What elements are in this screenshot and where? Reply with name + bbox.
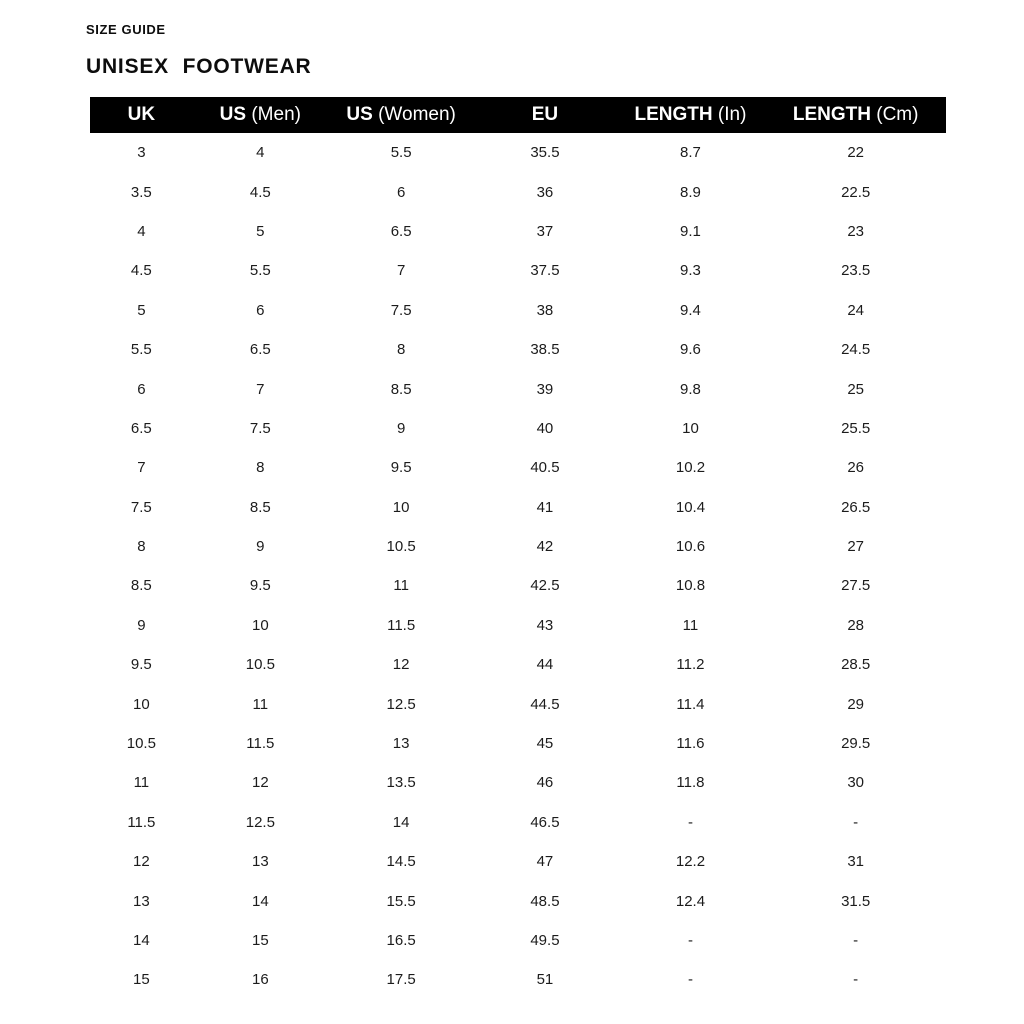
table-cell: 9 (256, 538, 265, 556)
table-cell: 38.5 (530, 341, 560, 359)
table-cell: 44 (536, 656, 554, 674)
table-row (90, 409, 946, 448)
table-cell: 10.5 (126, 735, 156, 753)
table-row (90, 606, 946, 645)
page-title: UNISEX FOOTWEAR (86, 55, 312, 78)
table-row (90, 369, 946, 408)
table-row (90, 645, 946, 684)
table-cell: - (853, 971, 859, 989)
table-cell: 10 (251, 616, 269, 634)
table-cell: 43 (536, 616, 554, 634)
table-cell: 6 (396, 183, 406, 201)
table-row (90, 960, 946, 999)
column-header: US (Men) (219, 104, 301, 125)
size-guide-label: SIZE GUIDE (86, 22, 166, 37)
table-cell: 4 (137, 222, 146, 240)
table-cell: 7.5 (130, 498, 152, 516)
table-cell: 11.5 (387, 616, 416, 634)
table-cell: 7 (256, 380, 265, 398)
table-header-row (90, 97, 946, 133)
table-row (90, 527, 946, 566)
table-cell: 37.5 (530, 262, 560, 280)
table-cell: 46 (536, 774, 554, 792)
table-cell: 31 (847, 853, 865, 871)
table-cell: 30 (847, 774, 865, 792)
table-cell: 16 (251, 971, 269, 989)
table-cell: 9.5 (390, 459, 412, 477)
table-cell: 42.5 (530, 577, 560, 595)
table-cell: 22 (847, 144, 865, 162)
table-cell: 8.5 (390, 380, 412, 398)
table-cell: 10 (133, 695, 150, 713)
table-cell: 7.5 (390, 301, 412, 319)
table-cell: 29.5 (841, 735, 871, 753)
table-row (90, 172, 946, 211)
table-cell: 5.5 (249, 262, 271, 280)
table-row (90, 133, 946, 172)
table-cell: 5.5 (390, 144, 412, 162)
table-cell: 9.5 (130, 656, 152, 674)
size-table (90, 97, 946, 1000)
table-row (90, 763, 946, 802)
table-cell: 7 (137, 459, 146, 477)
table-cell: 27.5 (841, 577, 871, 595)
table-row (90, 724, 946, 763)
table-cell: 24 (847, 301, 865, 319)
table-cell: 11.5 (246, 735, 275, 753)
table-cell: 38 (536, 301, 554, 319)
table-cell: 45 (536, 735, 554, 753)
table-cell: 12.5 (245, 813, 275, 831)
table-cell: 10 (392, 498, 410, 516)
table-cell: 6 (137, 380, 146, 398)
table-cell: 11.2 (676, 656, 705, 674)
table-cell: 36 (536, 183, 554, 201)
table-row (90, 330, 946, 369)
table-cell: 40.5 (530, 459, 560, 477)
table-row (90, 842, 946, 881)
table-cell: 25 (847, 380, 865, 398)
table-cell: 10.2 (675, 459, 706, 477)
column-header: LENGTH (Cm) (792, 104, 919, 125)
table-cell: 8.7 (680, 144, 701, 162)
table-cell: 28.5 (841, 656, 871, 674)
table-cell: 40 (536, 419, 554, 437)
table-cell: 14 (133, 932, 150, 949)
table-cell: 17.5 (386, 971, 416, 989)
table-cell: 6.5 (249, 341, 271, 359)
table-cell: 22.5 (841, 183, 871, 201)
table-cell: 4.5 (130, 262, 152, 280)
table-cell: 6.5 (130, 419, 152, 437)
table-cell: 12 (392, 656, 410, 674)
table-cell: - (687, 932, 693, 949)
table-cell: 8 (256, 459, 265, 477)
table-cell: 12.4 (675, 892, 706, 910)
table-cell: 31.5 (841, 892, 871, 910)
table-cell: 47 (536, 853, 554, 871)
table-cell: 41 (536, 498, 554, 516)
table-cell: 5.5 (130, 341, 152, 359)
table-cell: 9 (396, 419, 406, 437)
table-cell: 13 (251, 853, 269, 871)
column-header: US (Women) (346, 104, 456, 125)
table-cell: 24.5 (841, 341, 871, 359)
table-row (90, 212, 946, 251)
table-cell: 49.5 (530, 932, 560, 949)
table-row (90, 291, 946, 330)
table-cell: 10.5 (386, 538, 416, 556)
table-cell: - (853, 813, 859, 831)
table-cell: 28 (847, 616, 865, 634)
table-cell: 11.6 (676, 735, 705, 753)
table-row (90, 921, 946, 960)
table-cell: 13.5 (386, 774, 416, 792)
table-cell: 8 (396, 341, 406, 359)
table-row (90, 881, 946, 920)
table-cell: 12 (251, 774, 269, 792)
table-cell: 7.5 (249, 419, 271, 437)
table-cell: 26.5 (841, 498, 871, 516)
table-cell: 10 (682, 419, 699, 437)
table-cell: 14 (251, 892, 269, 910)
table-cell: 44.5 (530, 695, 560, 713)
table-cell: 51 (536, 971, 554, 989)
table-cell: 25.5 (841, 419, 871, 437)
table-cell: 12.5 (386, 695, 416, 713)
table-cell: 11 (682, 616, 699, 634)
table-row (90, 251, 946, 290)
table-cell: 9.4 (680, 301, 701, 319)
column-header: UK (127, 104, 156, 125)
column-header: LENGTH (In) (634, 104, 747, 125)
table-cell: 6.5 (390, 222, 412, 240)
table-cell: 42 (536, 538, 554, 556)
table-cell: 8.5 (130, 577, 152, 595)
table-cell: 15.5 (386, 892, 416, 910)
table-cell: 9.1 (680, 222, 701, 240)
table-cell: 14 (392, 813, 410, 831)
table-cell: 11.8 (676, 774, 705, 792)
table-cell: 11.4 (676, 695, 705, 713)
table-cell: 8.5 (249, 498, 271, 516)
table-cell: 27 (847, 538, 865, 556)
table-cell: 29 (847, 695, 865, 713)
table-cell: - (687, 971, 693, 989)
table-row (90, 803, 946, 842)
table-cell: - (853, 932, 859, 949)
table-cell: 13 (133, 892, 150, 910)
size-table-header (90, 97, 946, 133)
table-cell: 26 (847, 459, 865, 477)
table-cell: 5 (256, 222, 265, 240)
table-cell: 11.5 (127, 813, 156, 831)
table-cell: 14.5 (386, 853, 416, 871)
table-cell: 37 (536, 222, 554, 240)
size-guide-content (86, 22, 942, 1000)
table-cell: 13 (392, 735, 410, 753)
table-cell: 4 (256, 144, 265, 162)
table-row (90, 566, 946, 605)
table-cell: 4.5 (249, 183, 271, 201)
table-cell: 23 (847, 222, 865, 240)
table-cell: 11 (133, 774, 150, 792)
table-cell: 39 (536, 380, 554, 398)
table-cell: 15 (133, 971, 150, 989)
table-cell: 12 (133, 853, 150, 871)
table-cell: 3.5 (130, 183, 152, 201)
table-cell: 35.5 (530, 144, 560, 162)
table-cell: 10.5 (245, 656, 275, 674)
table-cell: 6 (256, 301, 265, 319)
table-row (90, 684, 946, 723)
table-cell: 5 (137, 301, 146, 319)
table-cell: 7 (396, 262, 406, 280)
table-cell: 48.5 (530, 892, 560, 910)
size-table-body (90, 133, 946, 1000)
table-cell: 11 (393, 577, 409, 595)
table-row (90, 448, 946, 487)
table-cell: 46.5 (530, 813, 560, 831)
table-cell: 12.2 (675, 853, 706, 871)
table-cell: 10.6 (675, 538, 706, 556)
table-cell: - (687, 813, 693, 831)
table-cell: 9.5 (249, 577, 271, 595)
table-cell: 11 (252, 695, 269, 713)
table-cell: 10.4 (675, 498, 706, 516)
table-cell: 15 (251, 932, 269, 949)
table-cell: 23.5 (841, 262, 871, 280)
table-cell: 8 (137, 538, 146, 556)
table-cell: 9.8 (680, 380, 701, 398)
table-cell: 16.5 (386, 932, 416, 949)
table-cell: 3 (137, 144, 146, 162)
table-cell: 9.3 (680, 262, 701, 280)
table-cell: 9.6 (680, 341, 701, 359)
column-header: EU (531, 104, 559, 125)
table-cell: 9 (137, 616, 146, 634)
table-cell: 8.9 (680, 183, 701, 201)
table-cell: 10.8 (675, 577, 706, 595)
table-row (90, 488, 946, 527)
